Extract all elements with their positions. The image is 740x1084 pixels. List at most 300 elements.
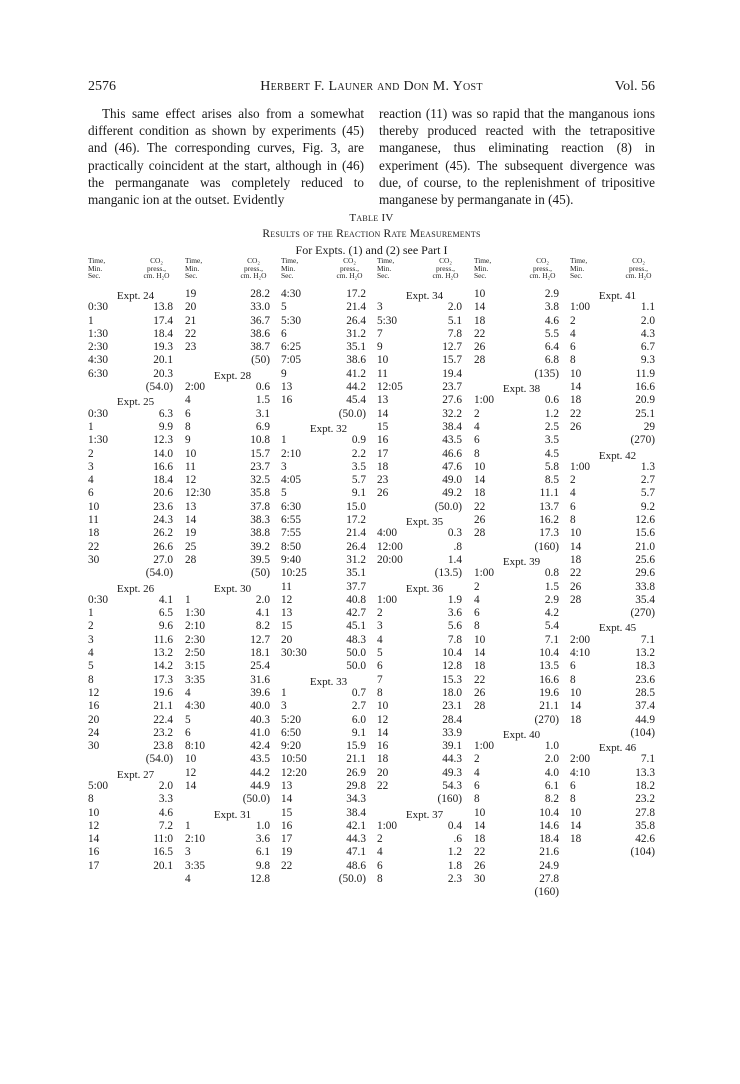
pressure-cell: 5.7 [640,487,655,500]
table-row [474,660,569,673]
table-row [474,886,569,899]
time-cell: 14 [281,793,293,806]
time-cell: 23 [377,474,389,487]
pressure-cell: 29 [643,420,655,433]
table-row [88,501,183,514]
pressure-cell: (54.0) [145,381,173,394]
time-cell: 10 [570,367,582,380]
time-header-line: Min. [281,263,296,273]
pressure-cell: 9.1 [351,487,366,500]
pressure-cell: 24.3 [153,514,173,527]
experiment-label: Expt. 34 [405,290,444,302]
table-row [570,501,665,514]
table-row [474,647,569,660]
table-row [474,607,569,620]
table-row [185,687,280,700]
pressure-cell: 21.4 [346,527,366,540]
pressure-cell: 26.6 [153,540,173,553]
time-cell: 6 [377,859,383,872]
pressure-cell: 39.2 [250,540,270,553]
table-row [377,527,472,540]
pressure-cell: 34.3 [346,793,366,806]
table-row [570,767,665,780]
time-cell: 6:50 [281,726,302,739]
pressure-cell: 23.2 [635,793,655,806]
pressure-cell: 6.0 [351,713,366,726]
time-cell: 4 [474,593,480,606]
co2-header [323,257,376,288]
time-cell: 16 [377,434,389,447]
time-cell: 14 [377,407,389,420]
pressure-cell: 19.6 [539,686,559,699]
table-row [281,620,376,633]
table-row [185,315,280,328]
time-cell [474,541,516,554]
time-cell: 16 [281,394,293,407]
pressure-cell: 42.4 [250,740,270,753]
table-caption: Table IV [349,212,394,224]
pressure-cell: 5.5 [544,327,559,340]
table-row [570,434,665,447]
pressure-cell: (270) [534,713,559,726]
time-header-line: Time, [377,256,395,265]
pressure-cell: 2.2 [351,447,366,460]
table-row [570,341,665,354]
time-cell: 7 [377,673,383,686]
pressure-cell: 36.7 [250,314,270,327]
pressure-cell: 33.0 [250,301,270,314]
experiment-label: Expt. 40 [502,728,541,741]
time-cell: 26 [474,341,486,354]
table-row [185,873,280,886]
pressure-cell: 13.5 [539,660,559,673]
time-cell: 9 [281,367,287,380]
time-cell: 10 [570,806,582,819]
pressure-cell: (50.0) [338,407,366,420]
time-cell [281,873,323,886]
table-row [377,846,472,859]
table-row [185,381,280,394]
table-row [377,620,472,633]
time-header-line: Min. [570,263,585,273]
pressure-cell: 17.3 [539,527,559,540]
table-row [88,714,183,727]
pressure-cell: 0.4 [447,819,462,832]
time-cell: 10 [185,447,197,460]
table-row [281,714,376,727]
table-row [185,714,280,727]
time-cell: 12:20 [281,766,307,779]
pressure-cell: 43.5 [442,434,462,447]
time-cell: 5 [281,301,287,314]
pressure-cell: 9.2 [640,500,655,513]
pressure-cell: 16.6 [153,460,173,473]
page-number: 2576 [88,79,116,94]
pressure-cell: 21.1 [346,753,366,766]
time-cell: 6:30 [88,367,109,380]
co2-header [227,257,280,288]
pressure-cell: 41.0 [250,726,270,739]
time-cell: 6:55 [281,514,302,527]
time-cell: 4:30 [281,288,302,300]
co2-header-line: press., [629,263,648,273]
table-row [185,833,280,846]
table-row [377,474,472,487]
time-cell: 6 [570,500,576,513]
pressure-cell: 7.1 [544,633,559,646]
time-cell: 20 [377,766,389,779]
pressure-cell: 6.7 [640,341,655,354]
time-cell: 14 [377,726,389,739]
table-row [570,541,665,554]
time-cell: 22 [474,500,486,513]
time-cell: 12:00 [377,540,403,553]
time-cell: 4:30 [88,354,109,367]
table-row [88,620,183,633]
table-row [377,634,472,647]
pressure-cell: 1.0 [255,819,270,832]
time-cell: 20:00 [377,553,403,566]
pressure-cell: 42.7 [346,607,366,620]
table-row [377,753,472,766]
time-cell: 10 [570,686,582,699]
pressure-cell: 24.9 [539,859,559,872]
time-cell: 4:10 [570,766,591,779]
table-row [88,381,183,394]
time-cell: 13 [377,394,389,407]
table-row [570,527,665,540]
pressure-cell: 54.3 [442,779,462,792]
pressure-cell: 18.0 [442,686,462,699]
table-row [377,461,472,474]
time-cell: 8 [88,673,94,686]
table-row [185,341,280,354]
pressure-cell: 5.1 [447,314,462,327]
table-row [474,846,569,859]
table-row [474,820,569,833]
pressure-cell: 33.8 [635,580,655,593]
table-row [281,474,376,487]
table-row [281,408,376,421]
time-cell: 1 [88,420,94,433]
time-cell: 13 [281,381,293,394]
time-cell: 2:10 [185,620,206,633]
co2-header-line: cm. H₂O [432,271,459,281]
time-cell: 20 [185,301,197,314]
pressure-cell: 16.2 [539,514,559,527]
time-cell: 4 [377,846,383,859]
table-row [88,301,183,314]
pressure-cell: 13.8 [153,301,173,314]
table-row [88,594,183,607]
table-column-4 [377,255,472,886]
pressure-cell: 14.2 [153,660,173,673]
time-cell: 22 [474,846,486,859]
time-cell: 2:30 [88,341,109,354]
time-cell: 5:30 [377,314,398,327]
time-cell: 14 [474,647,486,660]
time-cell: 28 [474,527,486,540]
pressure-cell: 38.8 [250,527,270,540]
table-row [474,793,569,806]
table-row [377,687,472,700]
time-cell: 3 [281,460,287,473]
time-header [88,257,130,288]
table-row [88,328,183,341]
time-cell: 18 [377,753,389,766]
time-cell [185,793,227,806]
table-row [281,448,376,461]
pressure-cell: 5.4 [544,620,559,633]
co2-header-line: press., [436,263,455,273]
time-cell: 9:20 [281,740,302,753]
table-row [377,873,472,886]
table-row [474,368,569,381]
table-row [185,674,280,687]
time-cell: 30:30 [281,647,307,660]
co2-header-line: CO₂ [536,256,549,265]
pressure-cell: 20.3 [153,367,173,380]
time-cell: 2:00 [570,753,591,766]
table-row [88,541,183,554]
time-cell [88,381,130,394]
experiment-label: Expt. 27 [116,768,155,781]
pressure-cell: 21.1 [153,700,173,713]
pressure-cell: (160) [534,540,559,553]
time-cell: 6 [474,607,480,620]
pressure-cell: 6.1 [255,846,270,859]
table-row [281,288,376,301]
table-row [88,434,183,447]
pressure-cell: 18.4 [153,327,173,340]
pressure-cell: 3.8 [544,301,559,314]
table-row [185,514,280,527]
table-row [185,660,280,673]
pressure-cell: 50.0 [346,660,366,673]
table-row [281,328,376,341]
table-column-5 [474,255,569,900]
time-cell: 2:00 [185,381,206,394]
pressure-cell: 8.5 [544,474,559,487]
time-cell: 14 [474,474,486,487]
table-row [377,301,472,314]
time-cell: 14 [185,514,197,527]
table-row [281,700,376,713]
table-row [570,421,665,434]
time-cell: 6 [474,779,480,792]
time-header-line: Time, [281,256,299,265]
time-cell: 10 [570,527,582,540]
pressure-cell: 28.5 [635,686,655,699]
pressure-cell: 9.3 [640,354,655,367]
table-row [88,354,183,367]
table-row [185,594,280,607]
table-title: Results of the Reaction Rate Measurements [262,228,481,240]
table-row [570,354,665,367]
time-header-line: Sec. [377,271,390,281]
table-row [185,501,280,514]
pressure-cell: 5.8 [544,460,559,473]
table-row [570,846,665,859]
pressure-cell: 35.1 [346,567,366,580]
time-cell: 5:20 [281,713,302,726]
time-cell: 6 [185,407,191,420]
time-cell: 26 [570,580,582,593]
time-cell: 30 [88,553,100,566]
time-cell: 4:00 [377,527,398,540]
time-cell: 14 [570,819,582,832]
pressure-cell: 9.9 [158,420,173,433]
table-row [281,527,376,540]
pressure-cell: 14.6 [539,819,559,832]
table-row [88,487,183,500]
table-row [474,434,569,447]
time-cell [570,846,612,859]
table-row [377,767,472,780]
pressure-cell: 23.6 [635,673,655,686]
time-cell: 22 [474,327,486,340]
table-row [377,448,472,461]
time-header [570,257,612,288]
co2-header-line: CO₂ [247,256,260,265]
table-row [377,554,472,567]
co2-header-line: press., [340,263,359,273]
pressure-cell: (50.0) [338,873,366,886]
co2-header-line: cm. H₂O [240,271,267,281]
table-row [570,647,665,660]
pressure-cell: 3.6 [255,833,270,846]
table-row [377,780,472,793]
table-row [185,860,280,873]
pressure-cell: 15.9 [346,740,366,753]
time-cell: 3 [281,700,287,713]
time-cell: 16 [377,740,389,753]
time-cell: 13 [281,607,293,620]
time-cell: 18 [474,660,486,673]
time-cell: 26 [474,859,486,872]
pressure-cell: 23.7 [250,460,270,473]
table-row [281,341,376,354]
table-row [185,820,280,833]
time-cell: 6 [377,660,383,673]
time-cell: 6 [88,487,94,500]
table-row [281,687,376,700]
time-cell: 8 [570,354,576,367]
table-row [281,501,376,514]
table-row [88,660,183,673]
table-row [570,634,665,647]
table-row [88,833,183,846]
time-cell: 19 [185,527,197,540]
time-cell [88,567,130,580]
time-cell: 1 [281,686,287,699]
table-row [281,767,376,780]
pressure-cell: 47.1 [346,846,366,859]
time-cell: 30 [88,740,100,753]
experiment-label: Expt. 41 [598,290,637,302]
pressure-cell: 21.6 [539,846,559,859]
table-row [377,341,472,354]
time-cell: 2 [377,607,383,620]
pressure-cell: 12.8 [442,660,462,673]
pressure-cell: 11.1 [539,487,559,500]
time-cell [570,727,612,740]
table-row [88,700,183,713]
time-cell: 2 [88,620,94,633]
pressure-cell: 39.6 [250,686,270,699]
co2-header [612,257,665,288]
table-row [281,647,376,660]
time-cell [377,501,419,514]
time-cell: 16 [88,846,100,859]
pressure-cell: 40.8 [346,593,366,606]
table-row [377,594,472,607]
time-cell: 25 [185,540,197,553]
time-cell: 4 [570,487,576,500]
table-row [474,594,569,607]
table-row [88,846,183,859]
time-cell: 1:30 [88,434,109,447]
table-row [474,714,569,727]
pressure-cell: (50.0) [434,500,462,513]
time-cell: 28 [570,593,582,606]
time-cell: 19 [185,288,197,300]
table-row [185,354,280,367]
time-header [474,257,516,288]
time-cell: 15 [377,420,389,433]
pressure-cell: 44.9 [635,713,655,726]
time-cell: 18 [474,314,486,327]
time-cell: 12:05 [377,381,403,394]
pressure-cell: 1.1 [640,301,655,314]
table-row [377,315,472,328]
time-cell: 23 [185,341,197,354]
table-row [570,474,665,487]
column-header [377,255,472,288]
pressure-cell: 23.7 [442,381,462,394]
table-row [474,807,569,820]
time-cell: 22 [570,567,582,580]
table-row [474,354,569,367]
table-row [570,328,665,341]
pressure-cell: 38.6 [346,354,366,367]
table-row [377,660,472,673]
time-cell: 1:00 [377,819,398,832]
pressure-cell: 40.3 [250,713,270,726]
volume-number: Vol. 56 [614,79,655,94]
pressure-cell: 7.1 [640,633,655,646]
table-row [88,554,183,567]
table-row [474,780,569,793]
pressure-cell: 11:0 [153,833,173,846]
table-row [185,408,280,421]
table-row [377,408,472,421]
time-cell: 8 [474,447,480,460]
pressure-cell: 8.2 [544,793,559,806]
time-cell: 22 [377,779,389,792]
pressure-cell: 23.2 [153,726,173,739]
time-cell: 3:15 [185,660,206,673]
table-row [281,860,376,873]
pressure-cell: 31.2 [346,553,366,566]
pressure-cell: 38.7 [250,341,270,354]
intro-left-column: This same effect arises also from a somewhat different condition as shown by experiments (45) and (46). The corresponding curves, Fig. 3, are practically coincident at the start, although in (46) the permanganate was completely reduced to manganic ion at the outset. Evidently [88,106,364,208]
table-row [377,541,472,554]
pressure-cell: .8 [453,540,462,553]
time-cell: 7:55 [281,527,302,540]
pressure-cell: 7.8 [447,327,462,340]
pressure-cell: 8.2 [255,620,270,633]
